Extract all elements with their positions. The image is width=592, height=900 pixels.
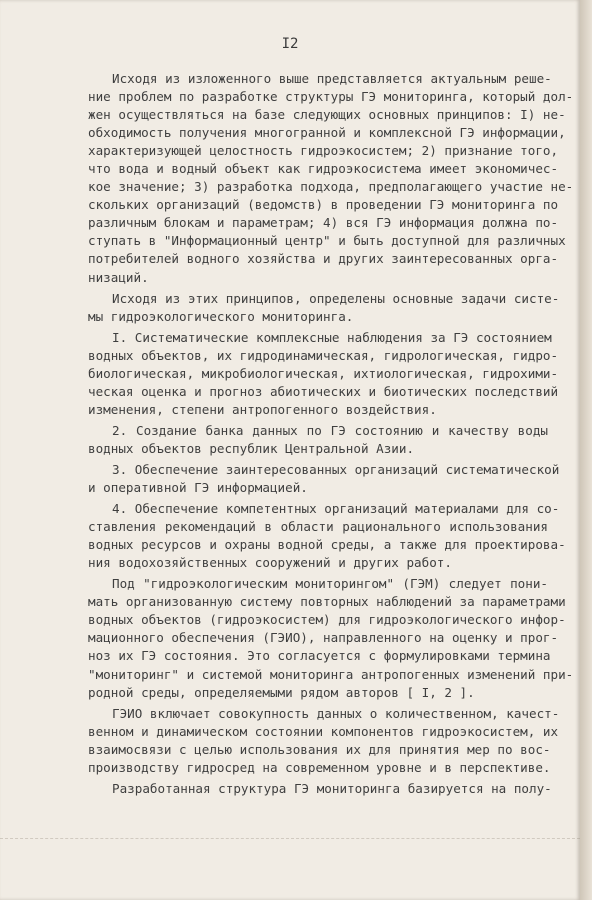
paragraph (88, 575, 574, 701)
text-line: жен осуществляться на базе следующих основных принципов: I) не- (88, 107, 566, 123)
text-line: скольких организаций (ведомств) в проведении ГЭ мониторинга по (88, 197, 559, 213)
paragraph (88, 290, 560, 326)
paragraph (88, 780, 552, 798)
text-line: производству гидросред на современном уровне и в перспективе. (88, 759, 551, 775)
text-line: ставления рекомендаций в области рационального использования (88, 519, 548, 535)
text-line: "мониторинг" и системой мониторинга антропогенных изменений при- (88, 666, 574, 682)
page-edge-shadow (580, 0, 592, 900)
text-line: водных ресурсов и охраны водной среды, а также для проектирова- (88, 537, 566, 553)
text-line: ние проблем по разработке структуры ГЭ мониторинга, который дол- (88, 89, 574, 105)
text-line: и оперативной ГЭ информацией. (88, 480, 308, 496)
body-text (88, 70, 574, 801)
paragraph (88, 705, 560, 777)
text-line: Разработанная структура ГЭ мониторинга базируется на полу- (112, 780, 552, 796)
text-line: ноз их ГЭ состояния. Это согласуется с формулировками термина (88, 648, 551, 664)
text-line: 4. Обеспечение компетентных организаций материалами для со- (112, 501, 560, 517)
text-line: взаимосвязи с целью использования их для принятия мер по вос- (88, 741, 551, 757)
text-line: ния водохозяйственных сооружений и других работ. (88, 555, 452, 571)
page-number: I2 (281, 36, 299, 52)
text-line: кое значение; 3) разработка подхода, предполагающего участие не- (88, 179, 574, 195)
text-line: что вода и водный объект как гидроэкосистема имеет экономичес- (88, 161, 559, 177)
text-line: ГЭИО включает совокупность данных о количественном, качест- (112, 705, 560, 721)
text-line: Исходя из этих принципов, определены основные задачи систе- (112, 290, 560, 306)
text-line: Исходя из изложенного выше представляется актуальным реше- (112, 71, 552, 86)
text-line: потребителей водного хозяйства и других заинтересованных орга- (88, 251, 559, 267)
paragraph (88, 70, 574, 287)
paragraph (88, 461, 560, 497)
text-line: водных объектов республик Центральной Азии. (88, 440, 415, 456)
text-line: низаций. (88, 269, 149, 285)
text-line: водных объектов, их гидродинамическая, гидрологическая, гидро- (88, 347, 559, 363)
text-line: мационного обеспечения (ГЭИО), направленного на оценку и прог- (88, 630, 559, 646)
text-line: различным блокам и параметрам; 4) вся ГЭ информация должна по- (88, 215, 559, 231)
page-fold-line (0, 838, 580, 840)
text-line: мы гидроэкологического мониторинга. (88, 308, 354, 324)
text-line: I. Систематические комплексные наблюдения за ГЭ состоянием (112, 329, 552, 345)
text-line: венном и динамическом состоянии компонентов гидроэкосистем, их (88, 723, 559, 739)
text-line: обходимость получения многогранной и комплексной ГЭ информации, (88, 125, 566, 141)
paragraph (88, 500, 566, 572)
text-line: характеризующей целостность гидроэкосистем; 2) признание того, (88, 143, 559, 159)
text-line: мать организованную систему повторных наблюдений за параметрами (88, 594, 566, 610)
text-line: ческая оценка и прогноз абиотических и биотических последствий (88, 383, 559, 399)
text-line: водных объектов (гидроэкосистем) для гидроэкологического инфор- (88, 612, 566, 628)
text-line: изменения, степени антропогенного воздействия. (88, 401, 437, 417)
text-line: биологическая, микробиологическая, ихтиологическая, гидрохими- (88, 365, 559, 381)
text-line: Под "гидроэкологическим мониторингом" (ГЭМ) следует пони- (112, 576, 548, 592)
text-line: родной среды, определяемыми рядом авторов [ I, 2 ]. (88, 684, 475, 700)
text-line: ступать в "Информационный центр" и быть доступной для различных (88, 233, 566, 249)
paragraph (88, 329, 559, 419)
text-line: 3. Обеспечение заинтересованных организаций систематической (112, 461, 560, 477)
paragraph (88, 422, 548, 458)
text-line: 2. Создание банка данных по ГЭ состоянию и качеству воды (112, 422, 548, 438)
